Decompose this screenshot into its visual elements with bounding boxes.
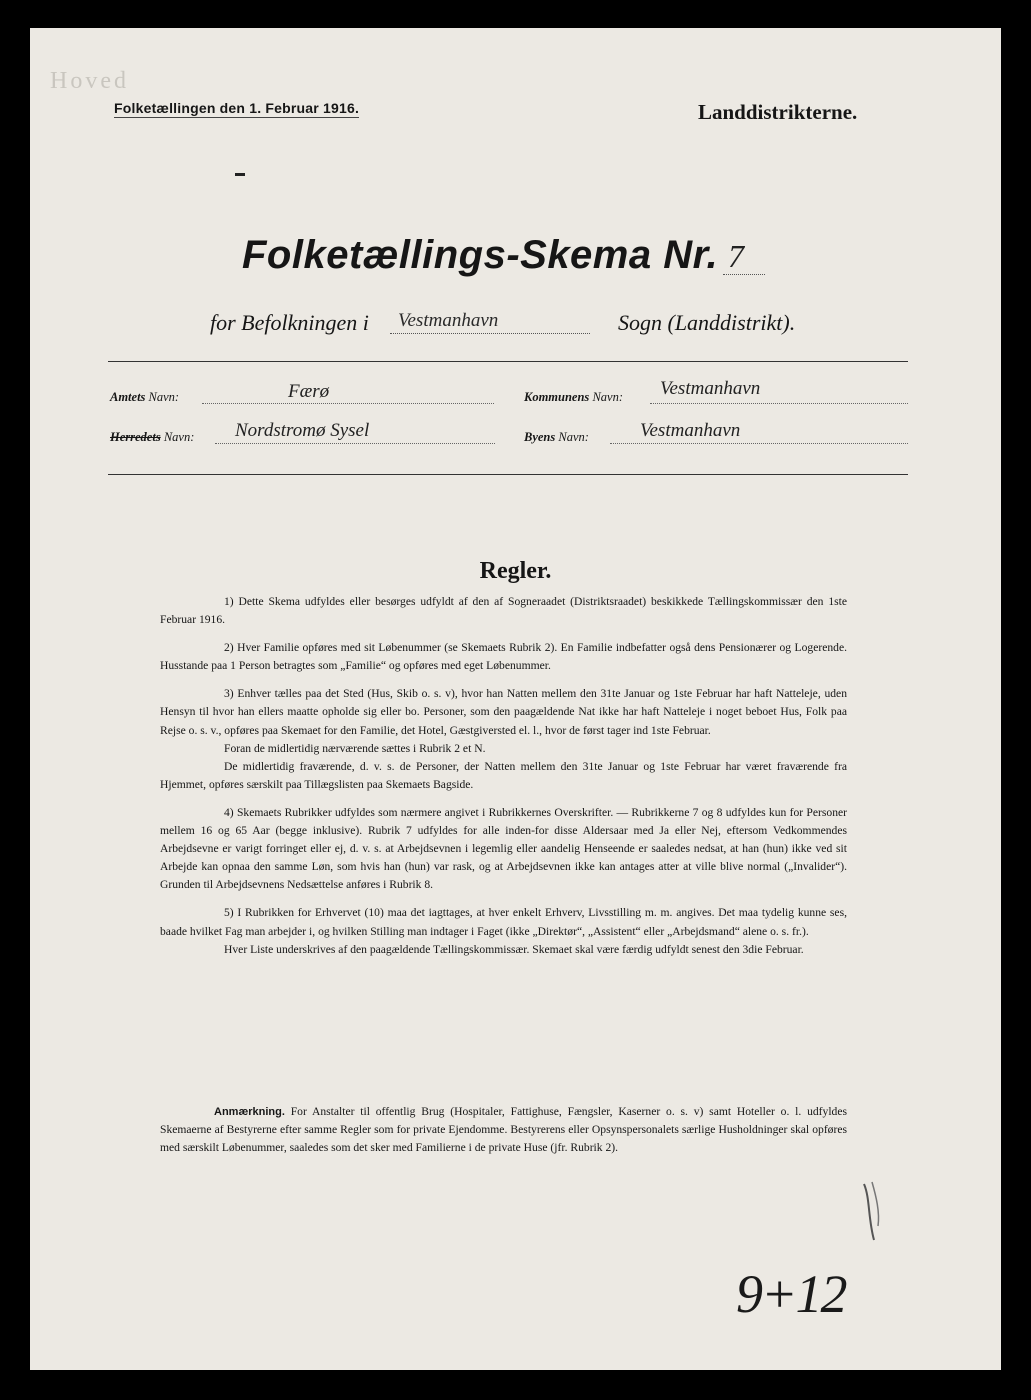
rule-5-signature: Hver Liste underskrives af den paagældende Tællingskommissær. Skemaet skal være færdig udfyldt senest den 3die Februar. [224, 942, 804, 956]
by-value: Vestmanhavn [640, 420, 741, 441]
remark-text: For Anstalter til offentlig Brug (Hospitaler, Fattighuse, Fængsler, Kaserner o. s. v) samt Hoteller o. l. udfyldes Skemaerne af Bestyrerne efter samme Regler som for private Ejendomme. Bestyrerens eller Opsynspersonalets særlige Husholdninger skal opføres med særskilt Løbenummer, saaledes som det sker med Familierne i de private Huse (jfr. Rubrik 2). [160, 1105, 847, 1155]
by-dotted-line [610, 443, 908, 444]
rule-4: 4) Skemaets Rubrikker udfyldes som nærmere angivet i Rubrikkernes Overskrifter. — Rubrikkerne 7 og 8 udfyldes kun for Personer mellem 16 og 65 Aar (begge inklusive). Rubrik 7 udfyldes for alle inden-for disse Aldersaar med Ja eller Nej, eftersom Vedkommendes Arbejdsevne er varigt forringet eller ej, d. v. s. at Arbejdsevnen i legemlig eller aandelig Henseende er saaledes nedsat, at han (hun) ikke ved sit Arbejde kan opnaa den samme Løn, som hvis han (hun) var rask, og at Arbejdsevnen ikke kan antages atter at ville blive normal („Invalider“). Grunden til Arbejdsevnens Nedsættelse anføres i Rubrik 8. [160, 805, 847, 892]
amt-label: Amtets Navn: [110, 390, 180, 404]
amt-value: Færø [288, 381, 330, 402]
parish-dotted-line [390, 333, 590, 334]
rule-5: 5) I Rubrikken for Erhvervet (10) maa det iagttages, at hver enkelt Erhverv, Livsstilling m. m. angives. Det maa tydelig kunne ses, baade hvilket Fag man arbejder i, og hvilken Stilling man indtager i Faget (ikke „Direktør“, „Assistent“ eller „Arbejdsmand“ alene o. s. fr.). [160, 906, 847, 938]
form-number: 7 [728, 238, 744, 274]
remark-note [160, 1103, 847, 1157]
rule-3-absent: De midlertidig fraværende, d. v. s. de Personer, der Natten mellem den 31te Januar og 1ste Februar har været fraværende fra Hjemmet, opføres særskilt paa Tillægslisten paa Skemaets Bagside. [160, 759, 847, 791]
amt-dotted-line [202, 403, 494, 404]
census-form-page [30, 28, 1001, 1370]
handwritten-number: 9+12 [736, 1264, 846, 1324]
form-number-line [723, 274, 765, 275]
pencil-stroke-mark [858, 1178, 888, 1248]
rule-3: 3) Enhver tælles paa det Sted (Hus, Skib o. s. v), hvor han Natten mellem den 31te Januar og 1ste Februar har haft Natteleje, uden Hensyn til hvor han ellers maatte opholde sig eller bo. Personer, som den paagældende Nat ikke har haft Natteleje i noget beboet Hus, Folk paa Rejse o. s. v., opføres paa Skemaet for den Familie, det Hotel, Gæstgiversted el. l., hvor de først tager ind 1ste Februar. [160, 687, 847, 737]
kommune-dotted-line [650, 403, 908, 404]
kommune-label: Kommunens Navn: [524, 390, 623, 404]
fields-divider [108, 474, 908, 475]
population-prefix: for Befolkningen i [210, 310, 369, 335]
rules-body [160, 593, 847, 969]
kommune-value: Vestmanhavn [660, 378, 761, 399]
rule-1: 1) Dette Skema udfyldes eller besørges udfyldt af den af Sogneraadet (Distriktsraadet) beskikkede Tællingskommissær den 1ste Februar 1916. [160, 595, 847, 627]
census-date-header: Folketællingen den 1. Februar 1916. [114, 100, 360, 116]
ink-dash-mark [235, 173, 245, 176]
ghost-stamp: Hoved [50, 68, 129, 94]
parish-name: Vestmanhavn [398, 310, 499, 331]
form-title: Folketællings-Skema Nr. [242, 233, 719, 277]
by-label: Byens Navn: [524, 430, 589, 444]
top-divider [108, 361, 908, 362]
sogn-suffix: Sogn (Landdistrikt). [618, 310, 796, 335]
rules-heading: Regler. [479, 558, 552, 584]
rule-2: 2) Hver Familie opføres med sit Løbenummer (se Skemaets Rubrik 2). En Familie indbefatter også dens Pensionærer og Logerende. Husstande paa 1 Person betragtes som „Familie“ og opføres med eget Løbenummer. [160, 641, 847, 673]
herred-dotted-line [215, 443, 495, 444]
district-type-header: Landdistrikterne. [698, 100, 858, 124]
remark-lead: Anmærkning. [214, 1106, 285, 1118]
herred-label: Herredets Navn: [110, 430, 195, 444]
rule-3-present: Foran de midlertidig nærværende sættes i Rubrik 2 et N. [224, 741, 486, 755]
herred-value: Nordstromø Sysel [235, 420, 370, 441]
